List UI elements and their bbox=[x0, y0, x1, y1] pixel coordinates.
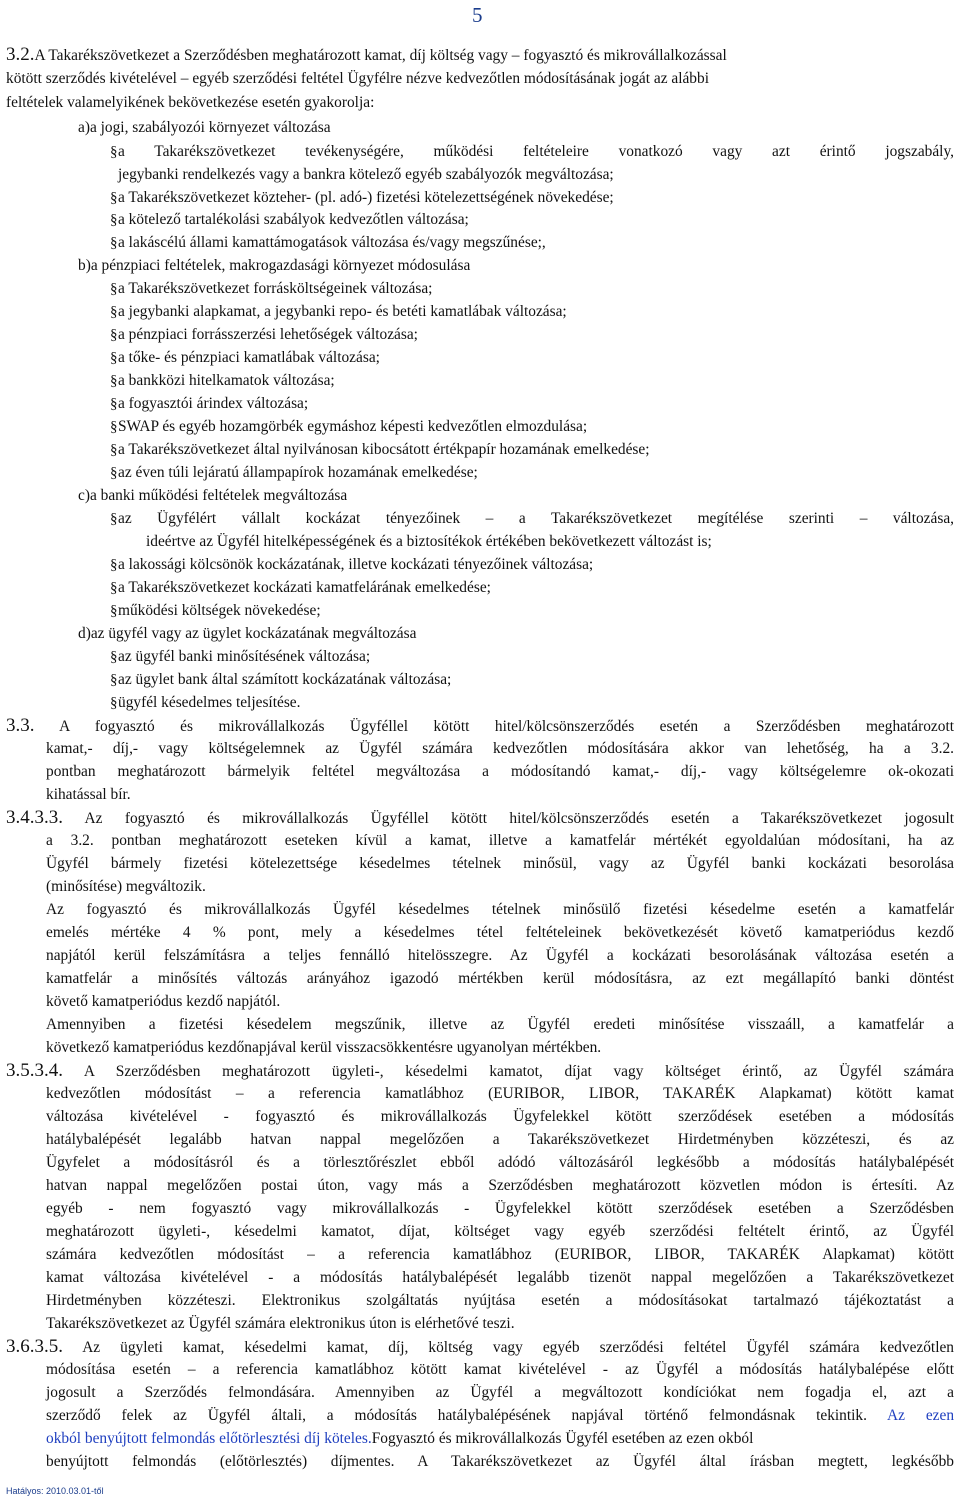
subsection-heading: c)a banki működési feltételek megváltozása bbox=[78, 487, 348, 504]
bullet-icon: § bbox=[110, 373, 118, 389]
text-line bbox=[46, 1405, 954, 1427]
text-line: Az fogyasztó és mikrovállalkozás Ügyféllel kötött hitel/kölcsönszerződés esetén a Takarékszövetkezet jogosult bbox=[84, 810, 954, 827]
text-line: hatálybalépését legalább hatvan nappal megelőzően a Takarékszövetkezet Hirdetményben közzéteszi, és az bbox=[46, 1131, 954, 1148]
list-item: a Takarékszövetkezet által nyilvánosan kibocsátott értékpapír hozamának emelkedése; bbox=[118, 441, 650, 458]
bullet-icon: § bbox=[110, 327, 118, 343]
text-line: egyéb - nem fogyasztó vagy mikrovállalkozás - Ügyfelekkel kötött szerződések esetében a Szerződésben bbox=[46, 1200, 954, 1217]
bullet-icon: § bbox=[110, 557, 118, 573]
text-line: kamat,- díj,- vagy költségelemnek az Ügyfél számára kedvezőtlen módosítására akkor van lehetőség, ha a 3.2. bbox=[46, 740, 954, 757]
bullet-icon: § bbox=[110, 419, 118, 435]
text-line: pontban meghatározott bármelyik feltétel megváltozása a módosítandó kamat,- díj,- vagy költségelemre ok-okozati bbox=[46, 763, 954, 780]
text-line: emelés mértéke 4 % pont, mely a késedelmes tétel feltételeinek bekövetkezését követő kamatperiódus kezdő bbox=[46, 924, 954, 941]
text-line: módosítása esetén – a referencia kamatlábhoz kötött kamat kivételével - az Ügyfél a módosítás hatálybalépése előtt bbox=[46, 1361, 954, 1378]
text-segment: szerződő felek az Ügyfél általi, a módosítás hatálybalépésének napjával történő felmondásnak tekintik. bbox=[46, 1407, 867, 1424]
list-item-cont: jegybanki rendelkezés vagy a bankra kötelező egyéb szabályozók megváltozása; bbox=[118, 166, 614, 183]
text-line: feltételek valamelyikének bekövetkezése esetén gyakorolja: bbox=[6, 94, 375, 111]
list-item: az éven túli lejáratú állampapírok hozamának emelkedése; bbox=[118, 464, 478, 481]
text-line: Az fogyasztó és mikrovállalkozás Ügyfél késedelmes tételnek minősülő fizetési késedelme esetén a kamatfelár bbox=[46, 901, 954, 918]
section-number: 3.3. bbox=[6, 715, 35, 736]
text-line: Ügyfél bármely fizetési kötelezettsége késedelmes tételnek minősül, vagy az Ügyfél banki kockázati besorolása bbox=[46, 855, 954, 872]
text-line: kamat változása kivételével - a módosítás hatálybalépését legalább tizenöt nappal megelőzően a Takarékszövetkezet bbox=[46, 1269, 954, 1286]
list-item: a lakáscélú állami kamattámogatások változása és/vagy megszűnése;, bbox=[118, 234, 546, 251]
subsection-heading: a)a jogi, szabályozói környezet változása bbox=[78, 119, 331, 136]
section-3-5 bbox=[6, 1060, 954, 1083]
section-3-3 bbox=[6, 715, 954, 738]
bullet-icon: § bbox=[110, 442, 118, 458]
list-item: az ügyfél banki minősítésének változása; bbox=[118, 648, 371, 665]
list-item: a bankközi hitelkamatok változása; bbox=[118, 372, 335, 389]
text-line: A Takarékszövetkezet a Szerződésben meghatározott kamat, díj költség vagy – fogyasztó és mikrovállalkozással bbox=[34, 47, 727, 64]
list-item: a fogyasztói árindex változása; bbox=[118, 395, 309, 412]
list-item: a pénzpiaci forrásszerzési lehetőségek változása; bbox=[118, 326, 418, 343]
list-item: a lakossági kölcsönök kockázatának, illetve kockázati tényezőinek változása; bbox=[118, 556, 594, 573]
text-line: Hirdetményben közzéteszi. Elektronikus szolgáltatás nyújtása esetén a módosításokat tartalmazó tájékoztatást a bbox=[46, 1292, 954, 1309]
section-number: 3.4.3.3. bbox=[6, 807, 63, 828]
text-line: A fogyasztó és mikrovállalkozás Ügyféllel kötött hitel/kölcsönszerződés esetén a Szerződésben meghatározott bbox=[59, 718, 954, 735]
list-item: a jegybanki alapkamat, a jegybanki repo- és betéti kamatlábak változása; bbox=[118, 303, 567, 320]
section-3-6 bbox=[6, 1336, 954, 1359]
list-item: a tőke- és pénzpiaci kamatlábak változása; bbox=[118, 349, 380, 366]
bullet-icon: § bbox=[110, 603, 118, 619]
list-item: a Takarékszövetkezet kockázati kamatfelárának emelkedése; bbox=[118, 579, 491, 596]
bullet-icon: § bbox=[110, 465, 118, 481]
text-line: változása kivételével - fogyasztó és mikrovállalkozás Ügyfelekkel kötött szerződések esetében a módosítás bbox=[46, 1108, 954, 1125]
list-item: a Takarékszövetkezet közteher- (pl. adó-) fizetési kötelezettségének növekedése; bbox=[118, 189, 614, 206]
bullet-icon: § bbox=[110, 511, 118, 527]
bullet-icon: § bbox=[110, 672, 118, 688]
list-item: a kötelező tartalékolási szabályok kedvezőtlen változása; bbox=[118, 211, 469, 228]
highlighted-text: okból benyújtott felmondás előtörlesztési díj köteles. bbox=[46, 1430, 372, 1447]
section-3-2 bbox=[6, 44, 954, 67]
text-line: meghatározott ügyleti-, késedelmi kamatot, díjat, költséget vagy egyéb szerződési feltételt érintő, az Ügyfél bbox=[46, 1223, 954, 1240]
text-line bbox=[46, 1428, 954, 1450]
bullet-icon: § bbox=[110, 144, 118, 160]
text-line: benyújtott felmondás (előtörlesztés) díjmentes. A Takarékszövetkezet az Ügyfél által írásban megtett, legkésőbb bbox=[46, 1453, 954, 1470]
section-3-4 bbox=[6, 807, 954, 830]
text-line: a 3.2. pontban meghatározott eseteken kívül a kamat, illetve a kamatfelár mértékét egyoldalúan módosítani, ha az bbox=[46, 832, 954, 849]
list-item: működési költségek növekedése; bbox=[118, 602, 321, 619]
bullet-icon: § bbox=[110, 350, 118, 366]
list-item: a Takarékszövetkezet tevékenységére, működési feltételeire vonatkozó vagy azt érintő jogszabály, bbox=[118, 143, 954, 160]
text-line: kötött szerződés kivételével – egyéb szerződési feltétel Ügyfélre nézve kedvezőtlen módosításának jogát az alábbi bbox=[6, 70, 709, 87]
bullet-icon: § bbox=[110, 695, 118, 711]
text-line: hatvan nappal megelőzően postai úton, vagy más a Szerződésben meghatározott közvetlen módon is értesíti. Az bbox=[46, 1177, 954, 1194]
bullet-icon: § bbox=[110, 235, 118, 251]
section-number: 3.6.3.5. bbox=[6, 1336, 63, 1357]
text-line: Takarékszövetkezet az Ügyfél számára elektronikus úton is elérhetővé teszi. bbox=[46, 1315, 515, 1332]
text-line: Amennyiben a fizetési késedelem megszűnik, illetve az Ügyfél eredeti minősítése visszaáll, a kamatfelár a bbox=[46, 1016, 954, 1033]
page-number: 5 bbox=[472, 3, 483, 27]
text-line: Ügyfelet a módosításról és a törlesztőrészlet ebből adódó változásáról legkésőbb a módosítás hatálybalépését bbox=[46, 1154, 954, 1171]
list-item: SWAP és egyéb hozamgörbék egymáshoz képesti kedvezőtlen elmozdulása; bbox=[118, 418, 588, 435]
list-item: az ügylet bank által számított kockázatának változása; bbox=[118, 671, 452, 688]
section-number: 3.2. bbox=[6, 44, 35, 65]
bullet-icon: § bbox=[110, 190, 118, 206]
list-item: a Takarékszövetkezet forrásköltségeinek változása; bbox=[118, 280, 433, 297]
text-line: kamatfelár a minősítés változás arányához igazodó mértékben kerül módosításra, az ezt megállapító banki döntést bbox=[46, 970, 954, 987]
bullet-icon: § bbox=[110, 304, 118, 320]
text-line: (minősítése) megváltozik. bbox=[46, 878, 206, 895]
text-line: számára kedvezőtlen módosítást – a referencia kamatlábhoz (EURIBOR, LIBOR, TAKARÉK Alapkamat) kötött bbox=[46, 1246, 954, 1263]
list-item: ügyfél késedelmes teljesítése. bbox=[118, 694, 301, 711]
bullet-icon: § bbox=[110, 281, 118, 297]
text-line: kihatással bír. bbox=[46, 786, 131, 803]
section-number: 3.5.3.4. bbox=[6, 1060, 63, 1081]
bullet-icon: § bbox=[110, 212, 118, 228]
bullet-icon: § bbox=[110, 580, 118, 596]
list-item-cont: ideértve az Ügyfél hitelképességének és a biztosítékok értékében bekövetkezett változást is; bbox=[146, 533, 712, 550]
text-line: A Szerződésben meghatározott ügyleti-, késedelmi kamatot, díjat vagy költséget érintő, az Ügyfél számára bbox=[83, 1063, 954, 1080]
text-line: kedvezőtlen módosítást – a referencia kamatlábhoz (EURIBOR, LIBOR, TAKARÉK Alapkamat) kötött kamat bbox=[46, 1085, 954, 1102]
highlighted-text: Az ezen bbox=[887, 1407, 955, 1424]
footer-validity: Hatályos: 2010.03.01-től bbox=[6, 1486, 104, 1496]
subsection-heading: b)a pénzpiaci feltételek, makrogazdasági környezet módosulása bbox=[78, 257, 471, 274]
text-line: napjától kerül felszámításra a teljes fennálló hitelösszegre. Az Ügyfél a kockázati besorolásának változása esetén a bbox=[46, 947, 954, 964]
subsection-heading: d)az ügyfél vagy az ügylet kockázatának megváltozása bbox=[78, 625, 417, 642]
text-line: jogosult a Szerződés felmondására. Amennyiben az Ügyfél a megváltozott kondíciókat nem fogadja el, azt a bbox=[46, 1384, 954, 1401]
list-item: az Ügyfélért vállalt kockázat tényezőinek – a Takarékszövetkezet megítélése szerinti – változása, bbox=[118, 510, 954, 527]
text-line: következő kamatperiódus kezdőnapjával kerül visszacsökkentésre ugyanolyan mértékben. bbox=[46, 1039, 602, 1056]
bullet-icon: § bbox=[110, 396, 118, 412]
text-line: követő kamatperiódus kezdő napjától. bbox=[46, 993, 281, 1010]
text-segment: Fogyasztó és mikrovállalkozás Ügyfél esetében az ezen okból bbox=[371, 1430, 754, 1447]
bullet-icon: § bbox=[110, 649, 118, 665]
text-line: Az ügyleti kamat, késedelmi kamat, díj, költség vagy egyéb szerződési feltétel Ügyfél számára kedvezőtlen bbox=[82, 1339, 955, 1356]
